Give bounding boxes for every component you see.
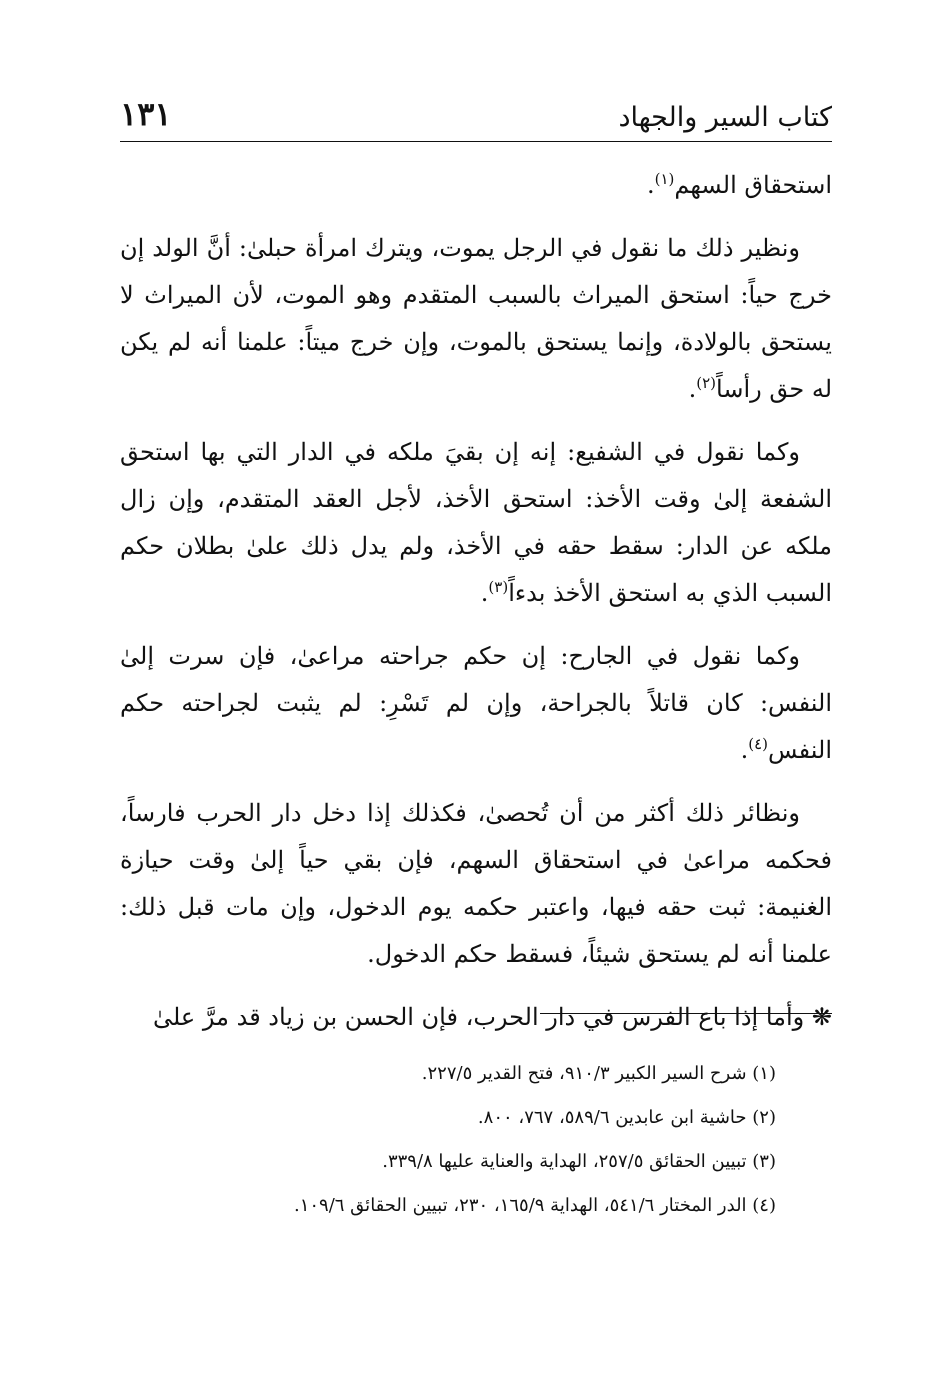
paragraph-4 xyxy=(120,633,832,774)
footnotes xyxy=(120,1052,820,1228)
paragraph-6 xyxy=(120,994,832,1041)
paragraph-4-end: . xyxy=(740,736,749,764)
footnote-ref-4: (٤) xyxy=(748,735,769,753)
running-title: كتاب السير والجهاد xyxy=(618,102,832,133)
paragraph-1 xyxy=(120,162,832,209)
body-text xyxy=(120,162,832,1041)
footnote-ref-1: (١) xyxy=(654,170,675,188)
paragraph-6-text: ❋ وأما إذا باع الفرس في دار الحرب، فإن الحسن بن زياد قد مرَّ علىٰ xyxy=(152,1003,832,1031)
paragraph-1-text: استحقاق السهم xyxy=(674,171,832,199)
footnote-ref-3: (٣) xyxy=(488,578,509,596)
paragraph-1-end: . xyxy=(646,171,655,199)
paragraph-5 xyxy=(120,790,832,978)
header-rule xyxy=(120,141,832,142)
paragraph-2-text: ونظير ذلك ما نقول في الرجل يموت، ويترك امرأة حبلىٰ: أنَّ الولد إن خرج حياً: استحق الميراث بالسبب المتقدم وهو الموت، لأن الميراث لا يستحق بالولادة، وإنما يستحق بالموت، وإن خرج ميتاً: علمنا أنه لم يكن له حق رأساً xyxy=(120,234,832,403)
paragraph-2 xyxy=(120,225,832,413)
paragraph-4-text: وكما نقول في الجارح: إن حكم جراحته مراعىٰ، فإن سرت إلىٰ النفس: كان قاتلاً بالجراحة، وإن لم تَسْرِ: لم يثبت لجراحته حكم النفس xyxy=(120,642,832,764)
footnote-3: (٣) تبيين الحقائق ٢٥٧/٥، الهداية والعناية عليها ٣٣٩/٨. xyxy=(382,1151,776,1172)
paragraph-3-end: . xyxy=(480,579,489,607)
paragraph-3 xyxy=(120,429,832,617)
paragraph-5-text: ونظائر ذلك أكثر من أن تُحصىٰ، فكذلك إذا دخل دار الحرب فارساً، فحكمه مراعىٰ في استحقاق السهم، فإن بقي حياً إلىٰ وقت حيازة الغنيمة: ثبت حقه فيها، واعتبر حكمه يوم الدخول، وإن مات قبل ذلك: علمنا أنه لم يستحق شيئاً، فسقط حكم الدخول. xyxy=(120,799,833,968)
running-header xyxy=(120,92,832,140)
footnote-separator xyxy=(540,1013,832,1014)
footnote-4: (٤) الدر المختار ٥٤١/٦، الهداية ١٦٥/٩، ٢٣٠، تبيين الحقائق ١٠٩/٦. xyxy=(293,1195,776,1216)
footnote-ref-2: (٢) xyxy=(696,374,717,392)
paragraph-2-end: . xyxy=(688,375,697,403)
footnote-1: (١) شرح السير الكبير ٩١٠/٣، فتح القدير ٢٢٧/٥. xyxy=(421,1063,776,1084)
paragraph-3-text: وكما نقول في الشفيع: إنه إن بقيَ ملكه في الدار التي بها استحق الشفعة إلىٰ وقت الأخذ: استحق الأخذ، لأجل العقد المتقدم، وإن زال ملكه عن الدار: سقط حقه في الأخذ، ولم يدل ذلك علىٰ بطلان حكم السبب الذي به استحق الأخذ بدءاً xyxy=(120,438,832,607)
page-number: ١٣١ xyxy=(120,95,172,133)
footnote-2: (٢) حاشية ابن عابدين ٥٨٩/٦، ٧٦٧، ٨٠٠. xyxy=(477,1107,776,1128)
